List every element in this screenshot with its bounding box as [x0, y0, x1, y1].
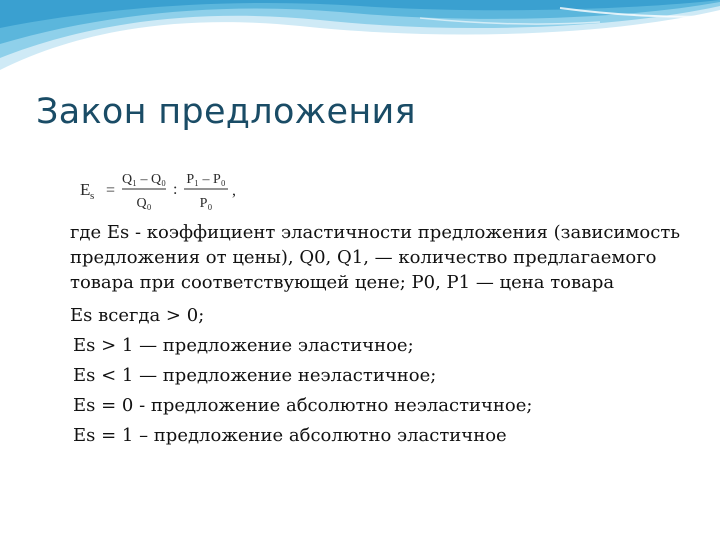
- list-item: Es = 1 – предложение абсолютно эластичное: [73, 425, 507, 446]
- definition-paragraph: где Es - коэффициент эластичности предложения (зависимость предложения от цены), Q0, Q1, — количество предлагаемого товара при соответствующей цене; P0, P1 — цена товара: [70, 222, 681, 293]
- header-wave-decoration: [0, 0, 720, 80]
- formula-numerator-2: P₁ – P₀: [186, 172, 226, 187]
- formula-equals: =: [106, 182, 116, 199]
- list-item: Es < 1 — предложение неэластичное;: [73, 365, 437, 386]
- elasticity-cases-list: [70, 301, 710, 451]
- slide-body: [70, 220, 710, 451]
- formula-numerator-1: Q₁ – Q₀: [122, 172, 166, 187]
- list-item: Es = 0 - предложение абсолютно неэластичное;: [73, 395, 533, 416]
- formula-lhs: E: [80, 180, 91, 199]
- formula-denominator-1: Q₀: [136, 196, 152, 211]
- list-item: Es всегда > 0;: [70, 305, 205, 326]
- formula-colon: :: [173, 181, 178, 198]
- elasticity-formula: [78, 161, 278, 219]
- formula-denominator-2: P₀: [199, 196, 213, 211]
- list-item: Es > 1 — предложение эластичное;: [73, 335, 414, 356]
- formula-lhs-sub: s: [90, 190, 95, 202]
- slide-title: Закон предложения: [36, 92, 416, 132]
- formula-comma: ,: [232, 182, 236, 199]
